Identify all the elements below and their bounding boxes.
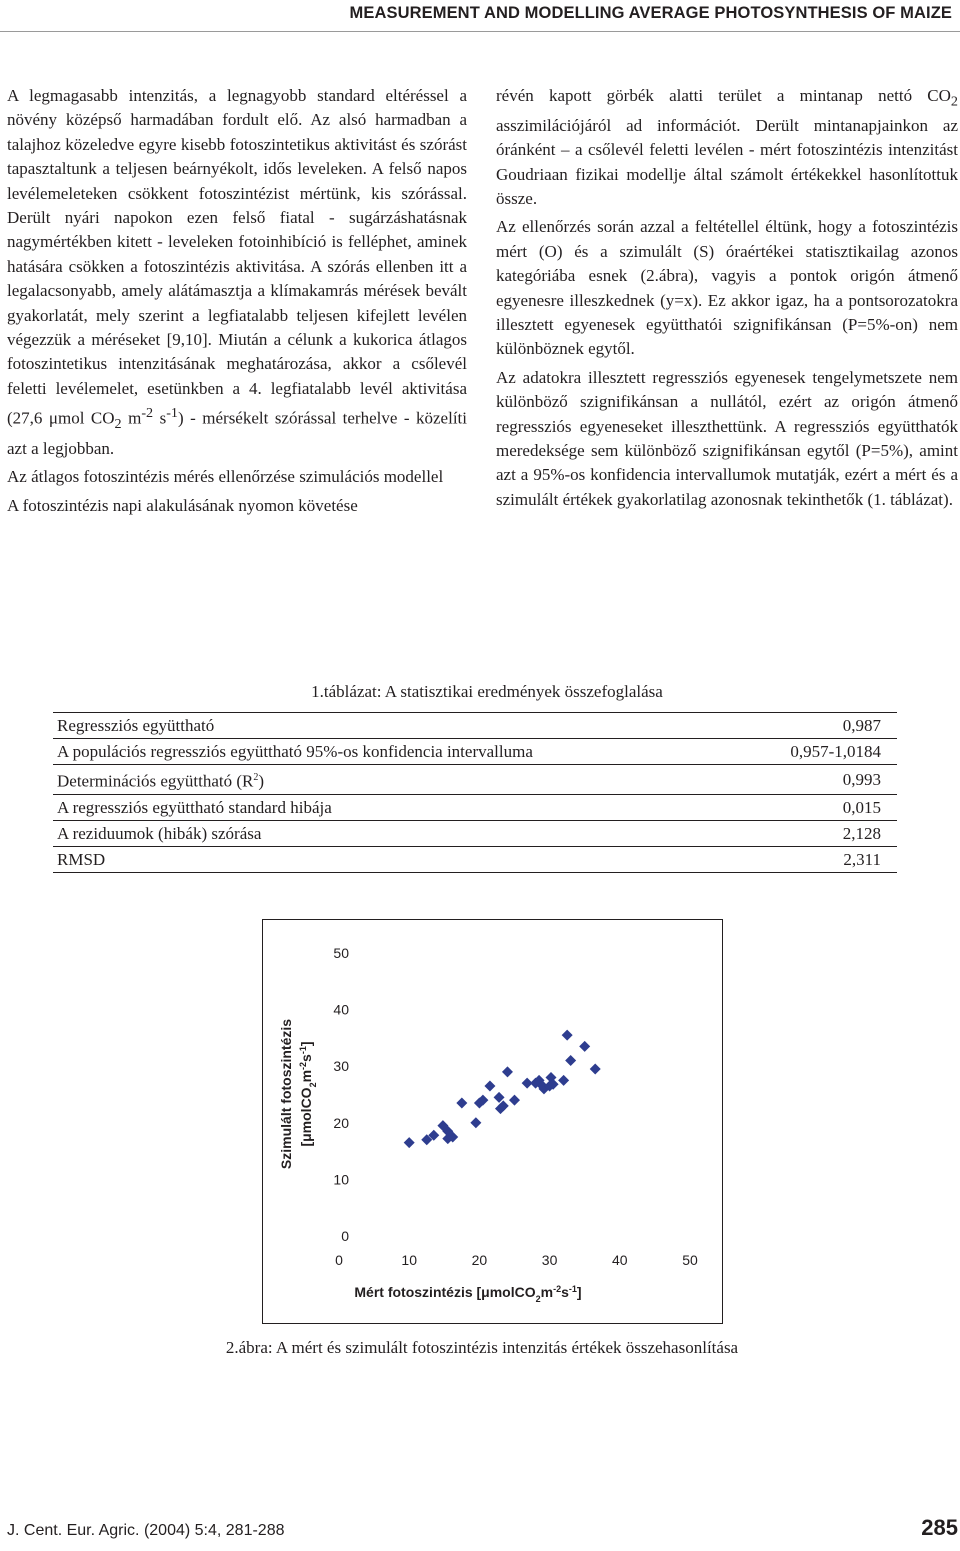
x-tick-label: 0 <box>335 1252 343 1268</box>
data-point <box>456 1097 467 1108</box>
row-label: A regressziós együttható standard hibája <box>57 797 332 817</box>
x-tick-label: 10 <box>401 1252 417 1268</box>
scatter-chart <box>262 919 723 1324</box>
data-point <box>470 1117 481 1128</box>
y-tick-label: 20 <box>333 1114 349 1131</box>
y-axis-title <box>278 1019 318 1169</box>
y-axis-title-line-1: Szimulált fotoszintézis <box>278 1018 294 1170</box>
running-title: MEASUREMENT AND MODELLING AVERAGE PHOTOSYNTHESIS OF MAIZE <box>349 4 952 22</box>
data-point <box>562 1030 573 1041</box>
figure-caption: 2.ábra: A mért és szimulált fotoszintézis intenzitás értékek összehasonlítása <box>225 1338 739 1357</box>
right-paragraph-3: Az adatokra illesztett regressziós egyenesek tengelymetszete nem különböző szignifikánsan a nullától, ezért az origón átmenő regressziós egyeneseket illeszthettünk. A regressziós együtthatók meredeksége sem különböző szignifikánsan egytől (P=5%), amint azt a 95%-os konfidencia intervallumok mutatják, ezért a mért és a szimulált értékek gyakorlatilag azonosnak tekinthetők (1. táblázat). <box>496 367 958 509</box>
data-point <box>558 1075 569 1086</box>
row-label: A reziduumok (hibák) szórása <box>57 823 262 843</box>
page-number: 285 <box>921 1515 958 1540</box>
x-axis-title: Mért fotoszintézis $[\mu molCO_2m^{-2}s^{-1}]$ <box>354 1284 582 1304</box>
journal-citation: J. Cent. Eur. Agric. (2004) 5:4, 281-288 <box>7 1522 285 1539</box>
left-column <box>7 84 467 522</box>
scatter-chart-svg <box>263 920 724 1325</box>
y-tick-label: 0 <box>341 1228 349 1244</box>
row-value: 0,987 <box>842 716 881 735</box>
left-paragraph-1: A legmagasabb intenzitás, a legnagyobb standard eltéréssel a növény középső harmadában fordult elő. Az alsó harmadban a talajhoz közeledve egyre kisebb fotoszintetikus aktivitást és szórást tapasztaltunk a teljesen beárnyékolt, idős leveleken. A felső napos levélemeleteken csökkent fotoszintézist mértünk, kis szórással. Derült nyári napokon ezen felső fiatal - sugárzáshatásnak nagymértékben kitett - leveleken fotoinhibíció is felléphet, aminek hatására csökken a fotoszintézis aktivitása. A szórás ellenben itt a legalacsonyabb, amely alátámasztja a klímakamrás mérések bevált gyakorlatát, mely szerint a legfiatalabb teljesen kifejlett levélen végezzük a méréseket [9,10]. Miután a célunk a kukorica átlagos fotoszintetikus intenzitásának meghatározása, akkor a csőlevél feletti levélemelet, esetünkben a 4. legfiatalabb levél aktivitása (27,6 μmol $CO_2$ $m^{-2}$ $s^{-1}$) - mérsékelt szórással terhelve - közelíti azt a legjobban. <box>7 86 467 458</box>
left-paragraph-3: A fotoszintézis napi alakulásának nyomon követése <box>7 495 358 515</box>
table-row <box>53 846 897 872</box>
data-points <box>404 1030 601 1149</box>
row-value: 0,993 <box>842 769 881 789</box>
right-paragraph-1: révén kapott görbék alatti terület a mintanap nettó $CO_2$ asszimilációjáról ad információt. Derült mintanapjainkon az óránként – a csőlevél feletti levélen - mért fotoszintézis intenzitást Goudriaan fizikai modellje által számolt értékekkel hasonlítottuk össze. <box>496 86 958 209</box>
table-caption: 1.táblázat: A statisztikai eredmények összefoglalása <box>311 682 663 701</box>
data-point <box>502 1066 513 1077</box>
row-value: 2,311 <box>843 849 881 869</box>
row-label: Regressziós együttható <box>57 716 215 735</box>
data-point <box>404 1137 415 1148</box>
row-label: RMSD <box>57 849 106 869</box>
y-tick-label: 30 <box>333 1058 349 1075</box>
left-paragraph-2: Az átlagos fotoszintézis mérés ellenőrzése szimulációs modellel <box>7 467 444 487</box>
row-value: 0,015 <box>842 797 881 817</box>
x-tick-label: 30 <box>541 1252 558 1268</box>
row-value: 2,128 <box>842 823 881 843</box>
right-column <box>496 84 958 516</box>
y-tick-label: 50 <box>333 945 349 961</box>
y-tick-label: 10 <box>333 1171 349 1188</box>
x-tick-labels <box>335 1252 698 1268</box>
table-row <box>53 820 897 846</box>
table-row <box>53 765 897 795</box>
x-tick-label: 20 <box>471 1252 488 1268</box>
data-point <box>509 1095 520 1106</box>
x-tick-label: 50 <box>682 1252 698 1268</box>
table-row <box>53 794 897 820</box>
row-value: 0,957-1,0184 <box>790 742 881 761</box>
right-paragraph-2: Az ellenőrzés során azzal a feltétellel éltünk, hogy a fotoszintézis mért (O) és a szimulált (S) óraértékei statisztikailag azonos kategóriába esnek (2.ábra), vagyis a pontok origón átmenő egyenesre illeszkednek (y=x). Ez akkor igaz, ha a pontsorozatokra illesztett egyenesek együtthatói szignifikánsan (P=5%-on) nem különböznek egytől. <box>496 217 958 359</box>
table-row <box>53 713 897 739</box>
data-point <box>484 1081 495 1092</box>
table-row <box>53 739 897 765</box>
x-tick-label: 40 <box>612 1252 628 1268</box>
data-point <box>565 1055 576 1066</box>
row-label: A populációs regressziós együttható 95%-os konfidencia intervalluma <box>57 742 533 761</box>
header-rule <box>0 31 960 32</box>
y-tick-label: 40 <box>333 1001 349 1018</box>
y-axis-title-line-2: $[\mu molCO_2m^{-2}s^{-1}]$ <box>298 1041 318 1147</box>
data-point <box>579 1041 590 1052</box>
statistics-table <box>53 712 897 873</box>
y-tick-labels <box>333 945 349 1244</box>
data-point <box>590 1064 601 1075</box>
row-label: Determinációs együttható $(R^2)$ <box>57 771 265 791</box>
